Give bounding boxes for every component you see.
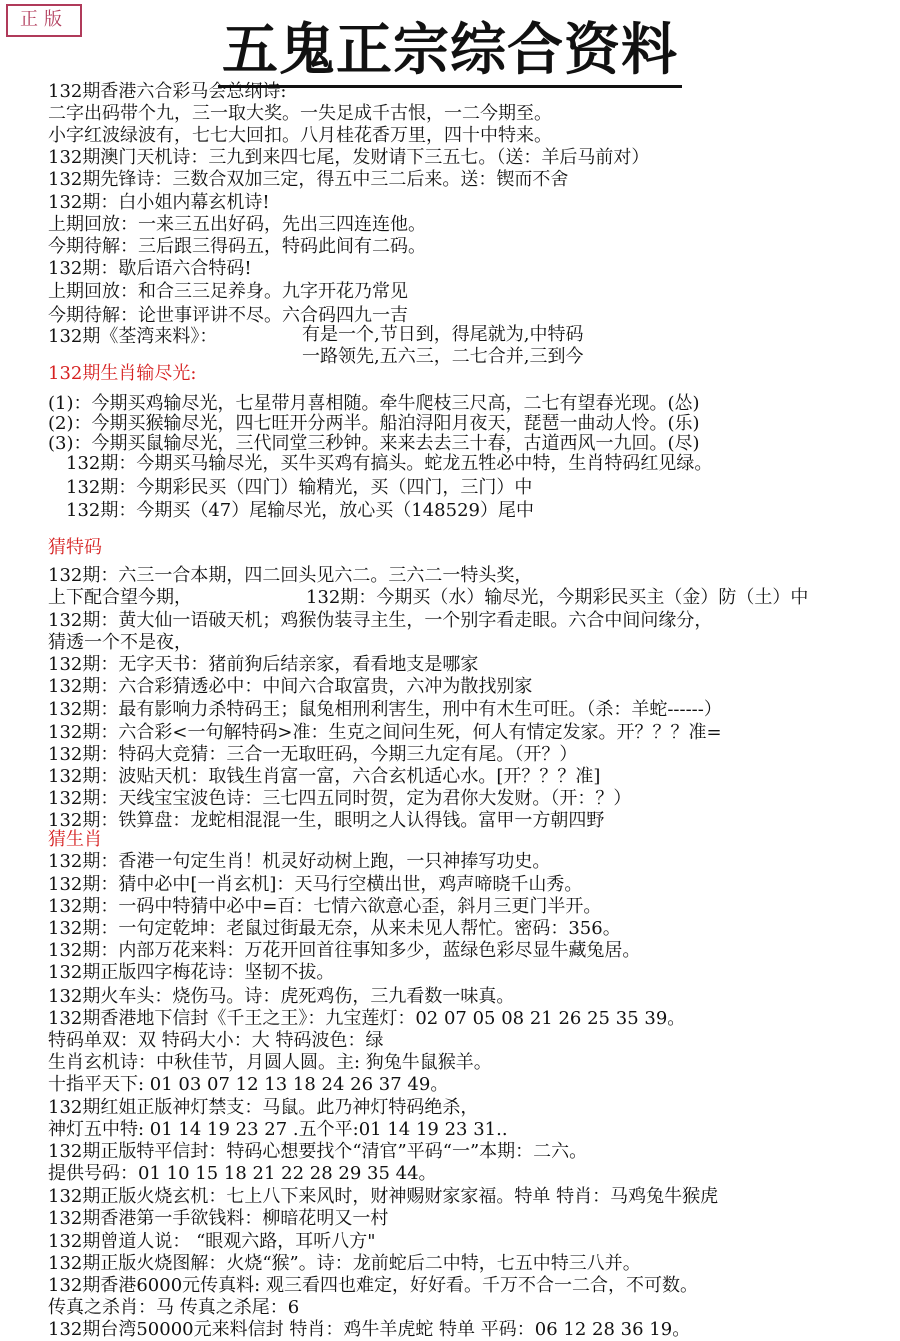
text-line: 二字出码带个九，三一取大奖。一失足成千古恨，一二今期至。: [48, 103, 552, 124]
text-line: (2)：今期买猴输尽光，四七旺开分两半。船泊浔阳月夜天，琵琶一曲动人怜。(乐): [48, 413, 700, 434]
section-heading: 猜特码: [48, 537, 102, 558]
text-line: 132期：六合彩<一句解特码>准：生克之间问生死，何人有情定发家。开？？？准=: [48, 722, 722, 743]
text-line: 132期正版火烧玄机：七上八下来风时，财神赐财家家福。特单 特肖：马鸡兔牛猴虎: [48, 1186, 719, 1207]
text-line: 132期：黄大仙一语破天机；鸡猴伪装寻主生，一个别字看走眼。六合中间问缘分，: [48, 610, 713, 631]
text-line: 一路领先,五六三，二七合并,三到今: [302, 346, 584, 367]
text-line: 132期：波贴天机：取钱生肖富一富，六合玄机适心水。[开？？？准]: [48, 766, 601, 787]
text-line: 132期：内部万花来料：万花开回首往事知多少，蓝绿色彩尽显牛藏兔居。: [48, 940, 641, 961]
edition-badge: 正版: [6, 4, 82, 37]
text-line: 132期：今期彩民买（四门）输精光，买（四门，三门）中: [66, 477, 533, 498]
page-title: [0, 18, 900, 82]
text-line: 132期红姐正版神灯禁支：马鼠。此乃神灯特码绝杀，: [48, 1097, 479, 1118]
text-line: 生肖玄机诗：中秋佳节，月圆人圆。主: 狗兔牛鼠猴羊。: [48, 1052, 492, 1073]
text-line: 132期先锋诗：三数合双加三定，得五中三二后来。送：锲而不舍: [48, 169, 569, 190]
text-line: 132期：今期买马输尽光，买牛买鸡有搞头。蛇龙五牲必中特，生肖特码红见绿。: [66, 453, 713, 474]
text-line: 132期澳门天机诗：三九到来四七尾，发财请下三五七。（送：羊后马前对）: [48, 147, 650, 168]
text-line: 上下配合望今期，: [48, 587, 192, 608]
text-line: 132期香港六合彩马会总纲诗:: [48, 81, 287, 102]
text-line: 神灯五中特: 01 14 19 23 27 .五个平:01 14 19 23 31..: [48, 1119, 508, 1140]
text-line: 132期正版特平信封：特码心想要找个“清官”平码“一”本期：二六。: [48, 1141, 588, 1162]
text-line: 今期待解：论世事评讲不尽。六合码四九一吉: [48, 305, 408, 326]
text-line: 有是一个,节日到，得尾就为,中特码: [302, 324, 584, 345]
text-line: 132期：一码中特猜中必中=百：七情六欲意心歪，斜月三更门半开。: [48, 896, 602, 917]
text-line: 132期：六合彩猜透必中：中间六合取富贵，六冲为散找别家: [48, 676, 533, 697]
text-line: 132期：猜中必中[一肖玄机]：天马行空横出世，鸡声啼晓千山秀。: [48, 874, 583, 895]
text-line: 132期：香港一句定生肖！机灵好动树上跑，一只神捧写功史。: [48, 851, 551, 872]
text-line: 132期：天线宝宝波色诗：三七四五同时贺，定为君你大发财。（开：？）: [48, 788, 632, 809]
text-line: 上期回放：一来三五出好码，先出三四连连他。: [48, 214, 426, 235]
text-line: 132期：歇后语六合特码!: [48, 258, 252, 279]
text-line: (1)：今期买鸡输尽光，七星带月喜相随。牵牛爬枝三尺高，二七有望春光现。(怂): [48, 393, 700, 414]
text-line: 传真之杀肖：马 传真之杀尾：6: [48, 1297, 300, 1318]
text-line: 132期：白小姐内幕玄机诗!: [48, 192, 270, 213]
text-line: 132期《荃湾来料》：: [48, 326, 218, 347]
text-line: 132期：一句定乾坤：老鼠过街最无奈，从来未见人帮忙。密码：356。: [48, 918, 621, 939]
section-heading: 猜生肖: [48, 829, 102, 850]
text-line: 今期待解：三后跟三得码五，特码此间有二码。: [48, 236, 426, 257]
text-line: 132期：铁算盘：龙蛇相混混一生，眼明之人认得钱。富甲一方朝四野: [48, 810, 605, 831]
text-line: (3)：今期买鼠输尽光，三代同堂三秒钟。来来去去三十春，古道西风一九回。(尽): [48, 433, 700, 454]
text-line: 猜透一个不是夜，: [48, 632, 192, 653]
text-line: 十指平天下: 01 03 07 12 13 18 24 26 37 49。: [48, 1074, 449, 1095]
text-line: 132期：六三一合本期，四二回头见六二。三六二一特头奖，: [48, 565, 533, 586]
section-heading: 132期生肖输尽光:: [48, 363, 197, 384]
text-line: 132期香港6000元传真料: 观三看四也难定，好好看。千万不合一二合，不可数。: [48, 1275, 698, 1296]
text-line: 小字红波绿波有，七七大回扣。八月桂花香万里，四十中特来。: [48, 125, 552, 146]
text-line: 132期曾道人说： “眼观六路，耳听八方": [48, 1231, 376, 1252]
text-line: 132期：最有影响力杀特码王；鼠兔相刑利害生，刑中有木生可旺。（杀：羊蛇------）: [48, 699, 722, 720]
text-line: 132期：无字天书：猪前狗后结亲家，看看地支是哪家: [48, 654, 479, 675]
text-line: 132期台湾50000元来料信封 特肖：鸡牛羊虎蛇 特单 平码：06 12 28 36 19。: [48, 1319, 691, 1340]
text-line: 132期香港第一手欲钱料：柳暗花明又一村: [48, 1208, 389, 1229]
text-line: 132期正版四字梅花诗：坚韧不拔。: [48, 962, 335, 983]
text-line: 特码单双：双 特码大小：大 特码波色：绿: [48, 1030, 384, 1051]
text-line: 132期：特码大竞猜：三合一无取旺码，今期三九定有尾。（开？）: [48, 744, 578, 765]
page-title-text: 五鬼正宗综合资料: [218, 17, 682, 88]
text-line: 上期回放：和合三三足养身。九字开花乃常见: [48, 281, 408, 302]
text-line: 132期：今期买（水）输尽光，今期彩民买主（金）防（土）中: [306, 587, 809, 608]
text-line: 132期香港地下信封《千王之王》：九宝莲灯：02 07 05 08 21 26 25 35 39。: [48, 1008, 686, 1029]
text-line: 132期火车头：烧伤马。诗：虎死鸡伤，三九看数一味真。: [48, 986, 515, 1007]
text-line: 132期正版火烧图解：火烧“猴”。诗：龙前蛇后二中特，七五中特三八并。: [48, 1253, 641, 1274]
text-line: 提供号码：01 10 15 18 21 22 28 29 35 44。: [48, 1163, 437, 1184]
text-line: 132期：今期买（47）尾输尽光，放心买（148529）尾中: [66, 500, 534, 521]
